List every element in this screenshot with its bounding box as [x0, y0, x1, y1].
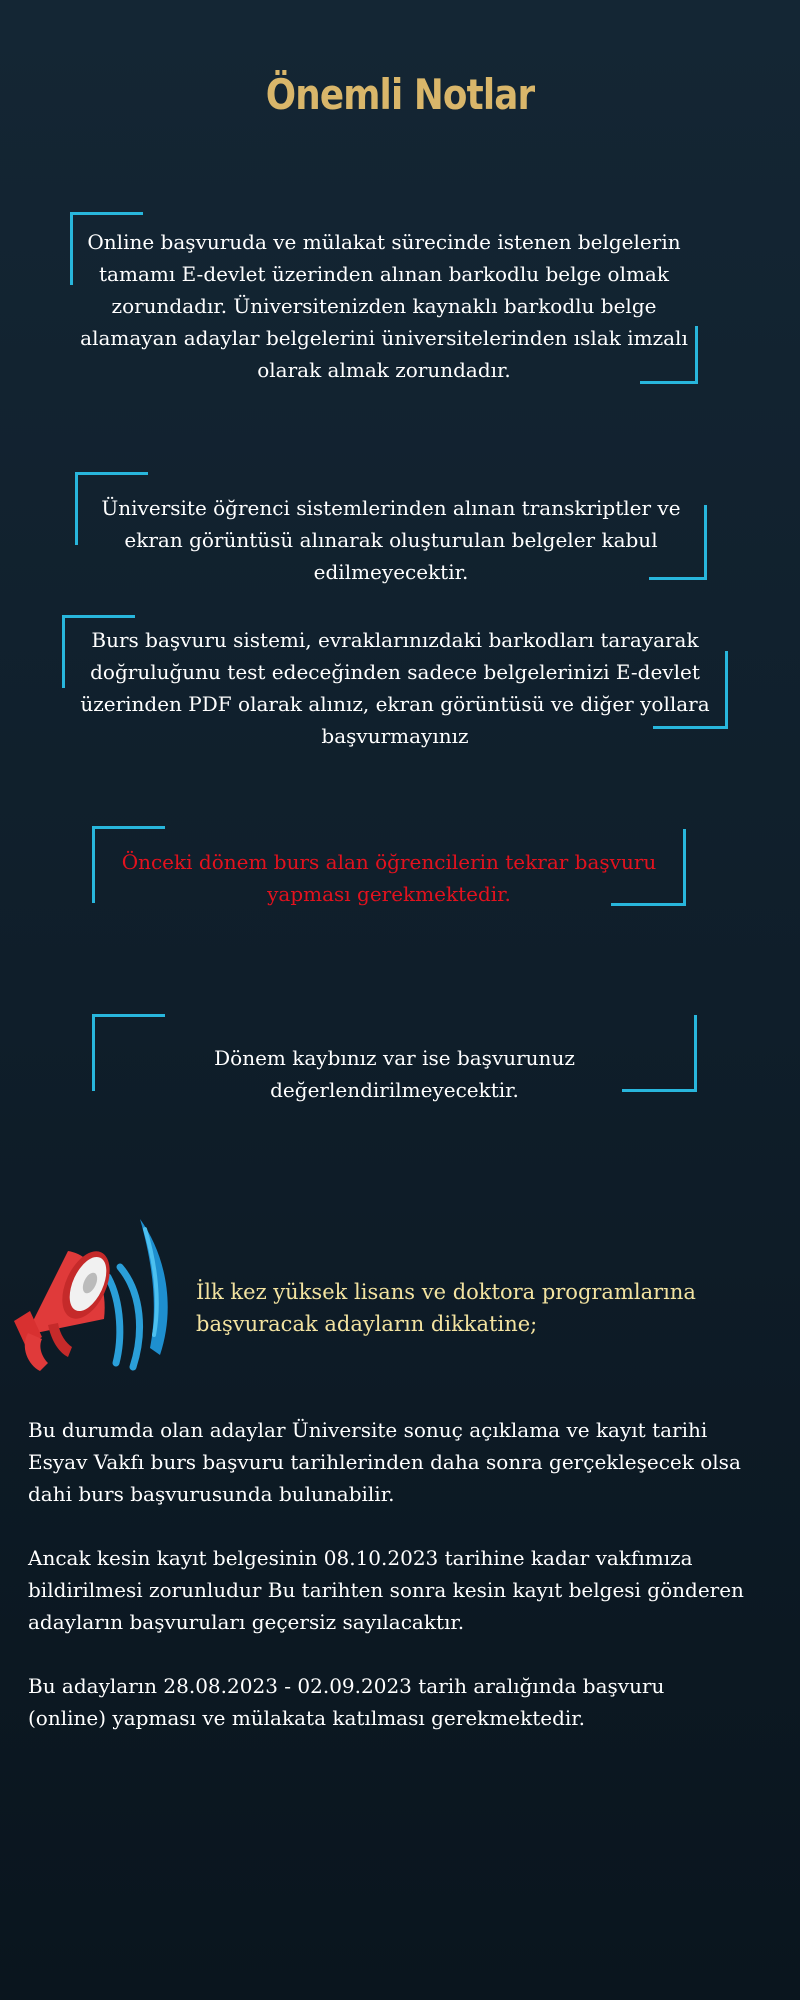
- note-text: Üniversite öğrenci sistemlerinden alınan transkriptler ve ekran görüntüsü alınarak oluşturulan belgeler kabul edilmeyecektir.: [101, 496, 681, 584]
- paragraph-registration-deadline: Ancak kesin kayıt belgesinin 08.10.2023 tarihine kadar vakfımıza bildirilmesi zorunludur Bu tarihten sonra kesin kayıt belgesi gönderen adayların başvuruları geçersiz sayılacaktır.: [28, 1546, 744, 1634]
- note-text: Burs başvuru sistemi, evraklarınızdaki barkodları tarayarak doğruluğunu test edeceğinden sadece belgelerinizi E-devlet üzerinden PDF olarak alınız, ekran görüntüsü ve diğer yollara başvurmayınız: [80, 628, 710, 748]
- note-text: Dönem kaybınız var ise başvurunuz değerlendirilmeyecektir.: [214, 1046, 575, 1102]
- paragraph-interview-dates: Bu adayların 28.08.2023 - 02.09.2023 tarih aralığında başvuru (online) yapması ve mülakata katılması gerekmektedir.: [28, 1674, 665, 1730]
- megaphone-icon: [8, 1215, 193, 1375]
- note-card-previous-term: [92, 826, 686, 906]
- note-card-term-loss: [92, 1014, 697, 1102]
- announcement-text: İlk kez yüksek lisans ve doktora programlarına başvuracak adayların dikkatine;: [196, 1280, 696, 1336]
- note-card-transcripts: [75, 472, 707, 584]
- note-card-documents: [70, 212, 698, 384]
- paragraph-application-dates: Bu durumda olan adaylar Üniversite sonuç açıklama ve kayıt tarihi Esyav Vakfı burs başvuru tarihlerinden daha sonra gerçekleşecek olsa dahi burs başvurusunda bulunabilir.: [28, 1418, 741, 1506]
- note-text: Online başvuruda ve mülakat sürecinde istenen belgelerin tamamı E-devlet üzerinden alınan barkodlu belge olmak zorundadır. Üniversitenizden kaynaklı barkodlu belge alamayan adaylar belgelerini üniversitelerinden ıslak imzalı olarak almak zorundadır.: [80, 230, 688, 382]
- page-title: Önemli Notlar: [265, 70, 535, 119]
- note-card-barcode: [62, 615, 728, 748]
- note-text-highlight: Önceki dönem burs alan öğrencilerin tekrar başvuru yapması gerekmektedir.: [121, 850, 657, 906]
